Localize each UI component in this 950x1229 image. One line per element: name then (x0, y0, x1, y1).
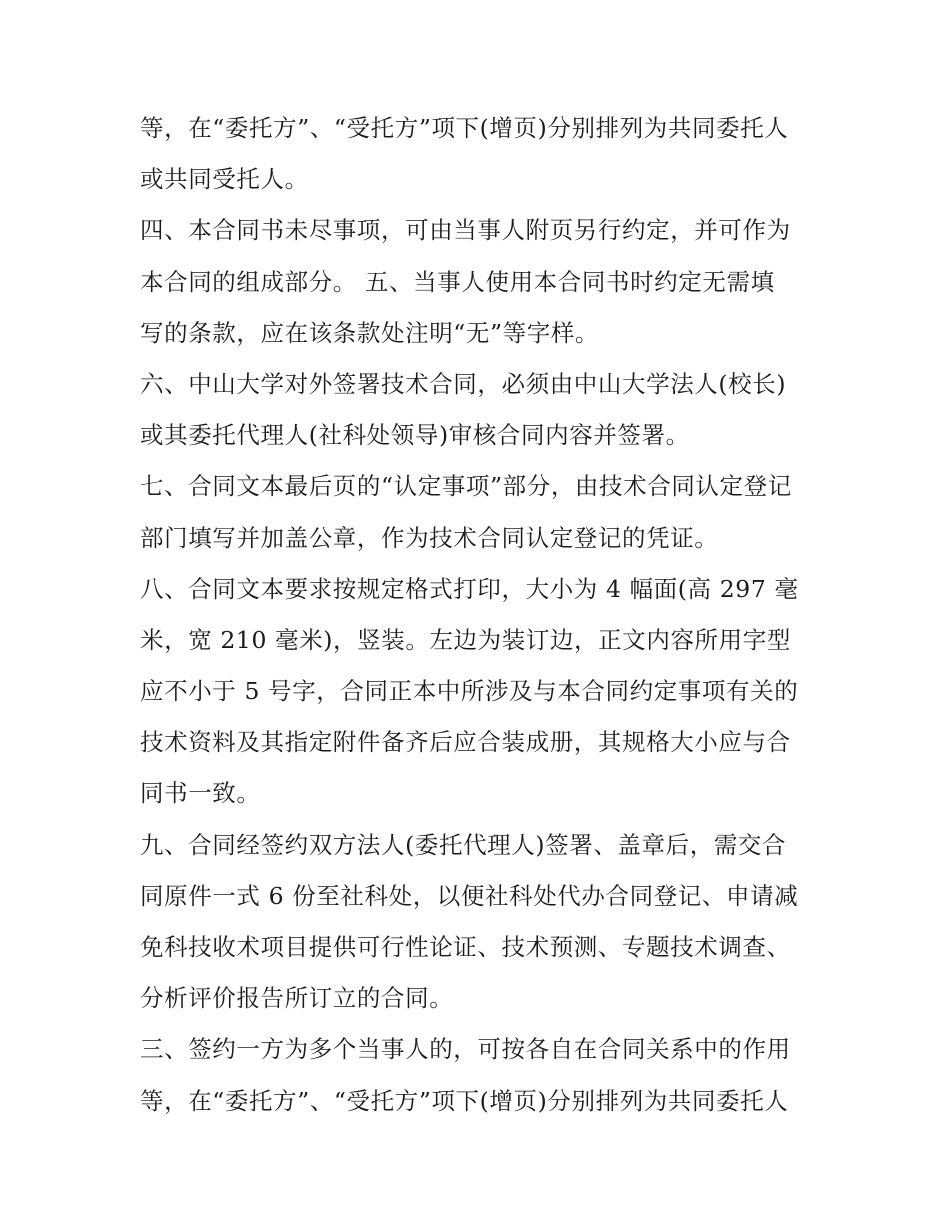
document-body (140, 103, 820, 1127)
text-line: 免科技收术项目提供可行性论证、技术预测、专题技术调查、 (140, 933, 791, 961)
text-line: 等，在“委托方”、“受托方”项下(增页)分别排列为共同委托人 (140, 114, 789, 142)
text-line: 三、签约一方为多个当事人的，可按各自在合同关系中的作用 (140, 1035, 791, 1064)
text-line: 部门填写并加盖公章，作为技术合同认定登记的凭证。 (140, 523, 719, 552)
text-line: 米，宽 210 毫米)，竖装。左边为装订边，正文内容所用字型 (140, 625, 791, 654)
text-line: 应不小于 5 号字，合同正本中所涉及与本合同约定事项有关的 (140, 677, 799, 706)
text-line: 七、合同文本最后页的“认定事项”部分，由技术合同认定登记 (140, 472, 792, 501)
text-line: 同书一致。 (140, 779, 261, 808)
text-line: 九、合同经签约双方法人(委托代理人)签署、盖章后，需交合 (140, 830, 787, 859)
text-line: 六、中山大学对外签署技术合同，必须由中山大学法人(校长) (140, 369, 787, 398)
text-line: 分析评价报告所订立的合同。 (140, 984, 454, 1013)
text-line: 等，在“委托方”、“受托方”项下(增页)分别排列为共同委托人 (140, 1086, 789, 1115)
text-line: 同原件一式 6 份至社科处，以便社科处代办合同登记、申请减 (140, 881, 799, 910)
text-line: 写的条款，应在该条款处注明“无”等字样。 (140, 318, 600, 347)
text-line: 八、合同文本要求按规定格式打印，大小为 4 幅面(高 297 毫 (140, 574, 799, 603)
text-line: 技术资料及其指定附件备齐后应合装成册，其规格大小应与合 (140, 728, 791, 757)
text-line: 或其委托代理人(社科处领导)审核合同内容并签署。 (140, 421, 690, 450)
text-line: 本合同的组成部分。 五、当事人使用本合同书时约定无需填 (140, 267, 775, 296)
text-line: 或共同受托人。 (140, 165, 309, 194)
text-line: 四、本合同书未尽事项，可由当事人附页另行约定，并可作为 (140, 216, 791, 245)
